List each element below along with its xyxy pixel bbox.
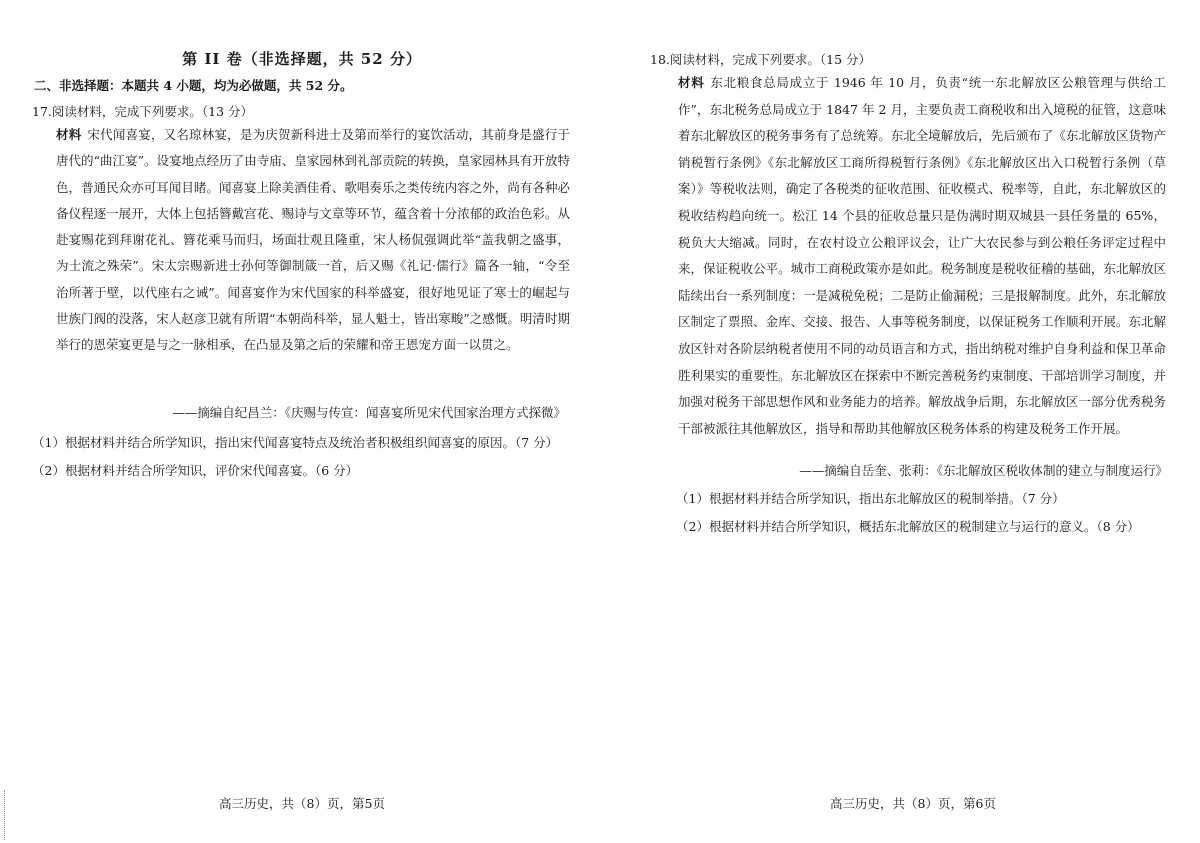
page-footer: 高三历史，共（8）页，第6页 — [830, 796, 996, 811]
question-17-heading: 17.阅读材料，完成下列要求。（13 分） — [32, 104, 254, 119]
binding-margin-mark — [4, 790, 6, 840]
left-page — [28, 0, 576, 843]
section-title: 第 II 卷（非选择题，共 52 分） — [182, 50, 422, 68]
question-17-part-1: （1）根据材料并结合所学知识，指出宋代闻喜宴特点及统治者积极组织闻喜宴的原因。（7 分） — [32, 435, 559, 450]
question-17-source: ——摘编自纪昌兰：《庆赐与传宣：闻喜宴所见宋代国家治理方式探微》 — [172, 405, 566, 420]
material-text: 东北粮食总局成立于 1946 年 10 月，负责“统一东北解放区公粮管理与供给工作”，东北税务总局成立于 1847 年 2 月，主要负责工商税收和出入境税的征管，这意味着东北解放区的税务事务有了总统筹。东北全境解放后，先后颁布了《东北解放区货物产销税暂行条例》《东北解放区工商所得税暂行条例》《东北解放区出入口税暂行条例（草案）》等税收法则，确定了各税类的征收范围、征收模式、税率等，自此，东北解放区的税收结构趋向统一。松江 14 个县的征收总量只是伪满时期双城县一县任务量的 65%，税负大大缩减。同时，在农村设立公粮评议会，让广大农民参与到公粮任务评定过程中来，保证税收公平。城市工商税政策亦是如此。税务制度是税收征稽的基础，东北解放区陆续出台一系列制度：一是减税免税；二是防止偷漏税；三是报解制度。此外，东北解放区制定了票照、金库、交接、报告、人事等税务制度，以保证税务工作顺利开展。东北解放区针对各阶层纳税者使用不同的动员语言和方式，指出纳税对维护自身利益和保卫革命胜利果实的重要性。东北解放区在探索中不断完善税务约束制度、干部培训学习制度，并加强对税务干部思想作风和业务能力的培养。解放战争后期，东北解放区一部分优秀税务干部被派往其他解放区，指导和帮助其他解放区税务体系的构建及税务工作开展。 — [678, 75, 1166, 436]
right-page — [648, 0, 1178, 843]
material-label: 材料 — [56, 127, 82, 142]
question-18-part-2: （2）根据材料并结合所学知识，概括东北解放区的税制建立与运行的意义。（8 分） — [676, 519, 1140, 534]
question-17-material — [56, 122, 570, 359]
question-18-source: ——摘编自岳奎、张莉：《东北解放区税收体制的建立与制度运行》 — [799, 463, 1168, 478]
question-18-material — [678, 70, 1166, 442]
material-text: 宋代闻喜宴，又名琼林宴，是为庆贺新科进士及第而举行的宴饮活动，其前身是盛行于唐代的“曲江宴”。设宴地点经历了由寺庙、皇家园林到礼部贡院的转换，皇家园林具有开放特色，普通民众亦可耳闻目睹。闻喜宴上除美酒佳肴、歌唱奏乐之类传统内容之外，尚有各种必备仪程逐一展开，大体上包括簪戴宫花、赐诗与文章等环节，蕴含着十分浓郁的政治色彩。从赴宴赐花到拜谢花礼、簪花乘马而归，场面壮观且隆重，宋人杨侃强调此举“盖我朝之盛事，为士流之殊荣”。宋太宗赐新进士孙何等御制箴一首，后又赐《礼记·儒行》篇各一轴，“令至治所著于壁，以代座右之诫”。闻喜宴作为宋代国家的科举盛宴，很好地见证了寒士的崛起与世族门阀的没落，宋人赵彦卫就有所谓“本朝尚科举，显人魁士，皆出寒畯”之感慨。明清时期举行的恩荣宴更是与之一脉相承，在凸显及第之后的荣耀和帝王恩宠方面一以贯之。 — [56, 127, 570, 353]
question-18-heading: 18.阅读材料，完成下列要求。（15 分） — [650, 52, 872, 67]
section-instructions: 二、非选择题：本题共 4 小题，均为必做题，共 52 分。 — [34, 78, 353, 93]
page-footer: 高三历史，共（8）页，第5页 — [219, 796, 385, 811]
question-17-part-2: （2）根据材料并结合所学知识，评价宋代闻喜宴。（6 分） — [32, 463, 359, 478]
question-18-part-1: （1）根据材料并结合所学知识，指出东北解放区的税制举措。（7 分） — [676, 491, 1065, 506]
material-label: 材料 — [678, 75, 705, 90]
